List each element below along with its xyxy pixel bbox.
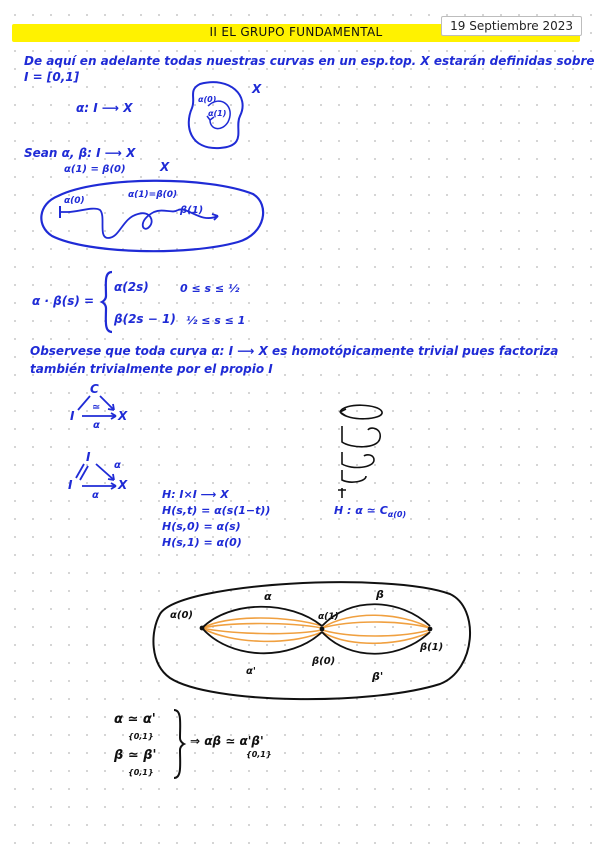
H-conclusion — [334, 504, 406, 519]
big-beta1: β(1) — [420, 642, 444, 653]
big-alpha-prime: α' — [246, 666, 256, 677]
final-sub-1: {0,1} — [128, 732, 154, 741]
tri2-top-I: I — [86, 450, 91, 464]
sean-line: Sean α, β: I ⟶ X — [24, 146, 136, 160]
piecewise-brace — [100, 270, 114, 334]
final-result-sub: {0,1} — [246, 750, 272, 759]
big-alpha0: α(0) — [170, 610, 193, 621]
case2-cond: ½ ≤ s ≤ 1 — [186, 314, 246, 327]
concatenation-blob — [38, 176, 268, 256]
triangle-diagram-2 — [66, 452, 136, 502]
curve-alpha1: α(1) — [208, 109, 227, 118]
tri1-alpha: α — [93, 420, 100, 431]
blob-beta1: β(1) — [180, 205, 204, 216]
blob-junction: α(1)=β(0) — [128, 190, 178, 200]
curve-alpha0: α(0) — [198, 95, 217, 104]
tri1-homotopic: ≃ — [92, 402, 101, 413]
final-sub-2: {0,1} — [128, 768, 154, 777]
product-lhs: α · β(s) = — [32, 294, 95, 308]
big-beta-prime: β' — [372, 670, 384, 683]
intro-line-2: I = [0,1] — [24, 70, 80, 84]
big-beta0: β(0) — [312, 656, 336, 667]
H-conclusion-main: H : α ≃ C — [334, 504, 388, 517]
tri2-alpha-bottom: α — [92, 490, 99, 501]
retraction-sketch — [330, 398, 390, 502]
H-at-one: H(s,1) = α(0) — [162, 536, 242, 549]
curve-space-X: X — [252, 82, 262, 96]
H-formula: H(s,t) = α(s(1−t)) — [162, 504, 271, 517]
concatenation-homotopy-diagram — [150, 574, 470, 704]
case1-expr: α(2s) — [114, 280, 149, 294]
tri1-I: I — [70, 409, 75, 423]
case1-cond: 0 ≤ s ≤ ½ — [180, 282, 240, 295]
tri2-I: I — [68, 478, 73, 492]
date-label: 19 Septiembre 2023 — [441, 16, 582, 36]
sean-condition: α(1) = β(0) — [64, 164, 126, 175]
H-conclusion-subscript: α(0) — [387, 510, 407, 519]
final-line-2: β ≃ β' — [114, 748, 157, 763]
big-alpha: α — [264, 590, 272, 603]
final-result: ⇒ αβ ≃ α'β' — [190, 734, 264, 748]
tri2-X: X — [118, 478, 128, 492]
H-definition: H: I×I ⟶ X — [162, 488, 229, 501]
tri1-C: C — [90, 382, 99, 396]
page-title: II EL GRUPO FUNDAMENTAL — [209, 25, 383, 39]
tri2-alpha-right: α — [114, 460, 121, 471]
final-line-1: α ≃ α' — [114, 712, 156, 727]
obs-line-2: también trivialmente por el propio I — [30, 362, 273, 376]
big-alpha1: α(1) — [318, 612, 339, 622]
case2-expr: β(2s − 1) — [114, 312, 176, 326]
alpha-map: α: I ⟶ X — [76, 101, 133, 115]
intro-line-1: De aquí en adelante todas nuestras curvas en un esp.top. X estarán definidas sobre — [24, 54, 595, 68]
blob-alpha0: α(0) — [64, 196, 85, 206]
blob-space-X: X — [160, 160, 170, 174]
big-beta: β — [376, 588, 384, 601]
tri1-X: X — [118, 409, 128, 423]
obs-line-1: Observese que toda curva α: I ⟶ X es homotópicamente trivial pues factoriza — [30, 344, 559, 358]
H-at-zero: H(s,0) = α(s) — [162, 520, 241, 533]
final-brace — [172, 708, 186, 780]
